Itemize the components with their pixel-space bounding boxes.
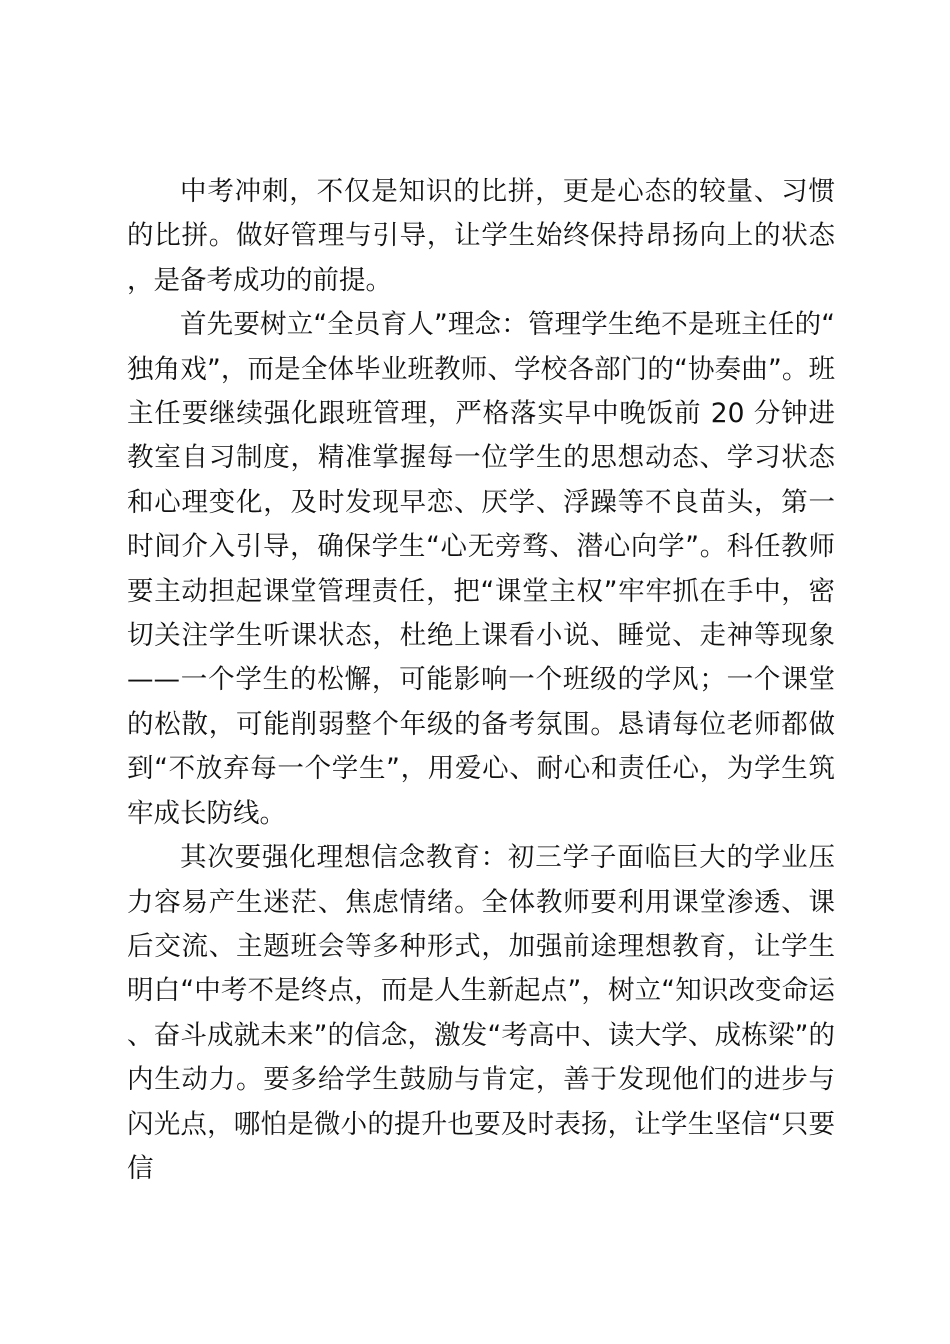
paragraph-whole-staff-education: 首先要树立“全员育人”理念：管理学生绝不是班主任的“独角戏”，而是全体毕业班教师、学校各部门的“协奏曲”。班主任要继续强化跟班管理，严格落实早中晚饭前 20 分钟进教室自习制度，精准掌握每一位学生的思想动态、学习状态和心理变化，及时发现早恋、厌学、浮躁等不良苗头，第一时间介入引导，确保学生“心无旁骛、潜心向学”。科任教师要主动担起课堂管理责任，把“课堂主权”牢牢抓在手中，密切关注学生听课状态，杜绝上课看小说、睡觉、走神等现象——一个学生的松懈，可能影响一个班级的学风；一个课堂的松散，可能削弱整个年级的备考氛围。恳请每位老师都做到“不放弃每一个学生”，用爱心、耐心和责任心，为学生筑牢成长防线。	[127, 309, 835, 829]
document-body	[127, 170, 835, 1191]
paragraph-intro: 中考冲刺，不仅是知识的比拼，更是心态的较量、习惯的比拼。做好管理与引导，让学生始终保持昂扬向上的状态，是备考成功的前提。	[127, 176, 835, 296]
paragraph-ideals-education: 其次要强化理想信念教育：初三学子面临巨大的学业压力容易产生迷茫、焦虑情绪。全体教师要利用课堂渗透、课后交流、主题班会等多种形式，加强前途理想教育，让学生明白“中考不是终点，而是人生新起点”，树立“知识改变命运、奋斗成就未来”的信念，激发“考高中、读大学、成栋梁”的内生动力。要多给学生鼓励与肯定，善于发现他们的进步与闪光点，哪怕是微小的提升也要及时表扬，让学生坚信“只要信	[127, 842, 835, 1184]
